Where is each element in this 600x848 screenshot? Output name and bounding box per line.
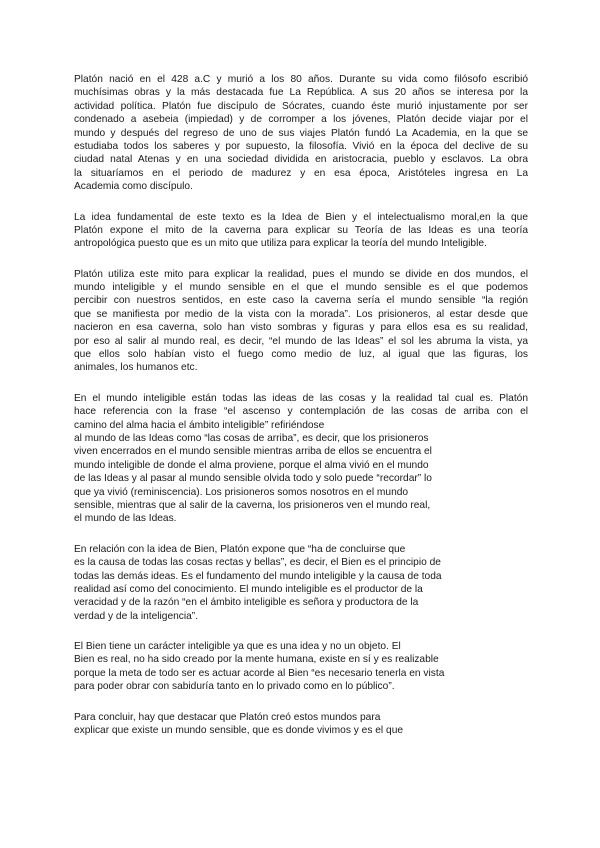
text-line: el mundo de las Ideas. xyxy=(74,513,177,525)
text-line: veracidad y de la razón “en el ámbito inteligible es señora y productora de la xyxy=(74,597,419,609)
text-line: condenado a asebeia (impiedad) y de corromper a los jóvenes, Platón decide viajar por el xyxy=(74,114,528,126)
text-line: porque la meta de todo ser es actuar acorde al Bien “es necesario tenerla en vista xyxy=(74,667,445,679)
text-line: es la causa de todas las cosas rectas y bellas”, es decir, el Bien es el principio de xyxy=(74,557,441,569)
text-line: la situaríamos en el periodo de madurez y en esa época, Aristóteles ingresa en La xyxy=(74,167,528,179)
text-line: El Bien tiene un carácter inteligible ya que es una idea y no un objeto. El xyxy=(74,641,401,653)
text-line: mundo inteligible de donde el alma proviene, porque el alma vivió en el mundo xyxy=(74,459,429,471)
text-line: que ellos solo habían visto el fuego como medio de luz, al igual que las figuras, los xyxy=(74,349,528,361)
document-body xyxy=(74,73,528,754)
text-line: todas las demás ideas. Es el fundamento del mundo inteligible y la causa de toda xyxy=(74,570,442,582)
text-line: camino del alma hacia el ámbito inteligible” refiriéndose xyxy=(74,419,325,431)
text-line: que se manifiesta por medio de la vista con la morada”. Los prisioneros, al estar desde que xyxy=(74,308,528,320)
text-line: muchísimas obras y la más destacada fue La República. A sus 20 años se interesa por la xyxy=(74,87,528,99)
text-line: Platón expone el mito de la caverna para explicar su Teoría de las Ideas es una teoría xyxy=(74,224,528,236)
paragraph-2 xyxy=(74,211,528,251)
text-line: mundo y después del regreso de uno de sus viajes Platón fundó La Academia, en la que se xyxy=(74,127,528,139)
paragraph-3 xyxy=(74,268,528,375)
text-line: nacieron en esa caverna, solo han visto sombras y figuras y para ellos esa es su realidad, xyxy=(74,322,528,334)
text-line: animales, los humanos etc. xyxy=(74,362,198,374)
text-line: actividad política. Platón fue discípulo de Sócrates, cuando éste murió injustamente por ser xyxy=(74,100,528,112)
paragraph-5 xyxy=(74,543,528,623)
text-line: estudiaba todos los saberes y por supuesto, la filosofía. Vivió en la época del declive de su xyxy=(74,140,528,152)
text-line: Platón nació en el 428 a.C y murió a los 80 años. Durante su vida como filósofo escribió xyxy=(74,74,528,85)
text-line: En relación con la idea de Bien, Platón expone que “ha de concluirse que xyxy=(74,543,406,555)
text-line: verdad y de la inteligencia”. xyxy=(74,610,199,622)
text-line: Bien es real, no ha sido creado por la mente humana, existe en sí y es realizable xyxy=(74,654,439,666)
text-line: al mundo de las Ideas como “las cosas de arriba”, es decir, que los prisioneros xyxy=(74,432,429,444)
paragraph-7 xyxy=(74,711,528,738)
paragraph-1 xyxy=(74,73,528,194)
text-line: percibir con nuestros sentidos, en este caso la caverna sería el mundo sensible “la región xyxy=(74,295,528,307)
text-line: sensible, mientras que al salir de la caverna, los prisioneros ven el mundo real, xyxy=(74,499,431,511)
text-line: que ya vivió (reminiscencia). Los prisioneros somos nosotros en el mundo xyxy=(74,486,409,498)
text-line: mundo inteligible y el mundo sensible en el que el mundo sensible es el que podemos xyxy=(74,282,528,294)
text-line: viven encerrados en el mundo sensible mientras arriba de ellos se encuentra el xyxy=(74,446,432,458)
text-line: por eso al salir al mundo real, es decir, “el mundo de las Ideas” el sol les abruma la vista, ya xyxy=(74,335,528,347)
text-line: La idea fundamental de este texto es la Idea de Bien y el intelectualismo moral,en la que xyxy=(74,211,528,223)
text-line: de las Ideas y al pasar al mundo sensible olvida todo y solo puede “recordar” lo xyxy=(74,473,432,485)
text-line: realidad así como del conocimiento. El mundo inteligible es el productor de la xyxy=(74,583,423,595)
text-line: Platón utiliza este mito para explicar la realidad, pues el mundo se divide en dos mundos, el xyxy=(74,268,528,280)
text-line: ciudad natal Atenas y en una sociedad dividida en aristocracia, pueblo y esclavos. La obra xyxy=(74,154,528,166)
text-line: explicar que existe un mundo sensible, que es donde vivimos y es el que xyxy=(74,725,404,737)
text-line: En el mundo inteligible están todas las ideas de las cosas y la realidad tal cual es. Platón xyxy=(74,392,528,404)
text-line: para poder obrar con sabiduría tanto en lo privado como en lo público”. xyxy=(74,681,395,693)
text-line: Academia como discípulo. xyxy=(74,181,193,193)
paragraph-4 xyxy=(74,392,528,526)
paragraph-6 xyxy=(74,640,528,694)
text-line: antropológica puesto que es un mito que utiliza para explicar la teoría del mundo Inteligible. xyxy=(74,238,487,250)
text-line: Para concluir, hay que destacar que Platón creó estos mundos para xyxy=(74,711,381,723)
text-line: hace referencia con la frase “el ascenso y contemplación de las cosas de arriba con el xyxy=(74,406,528,418)
